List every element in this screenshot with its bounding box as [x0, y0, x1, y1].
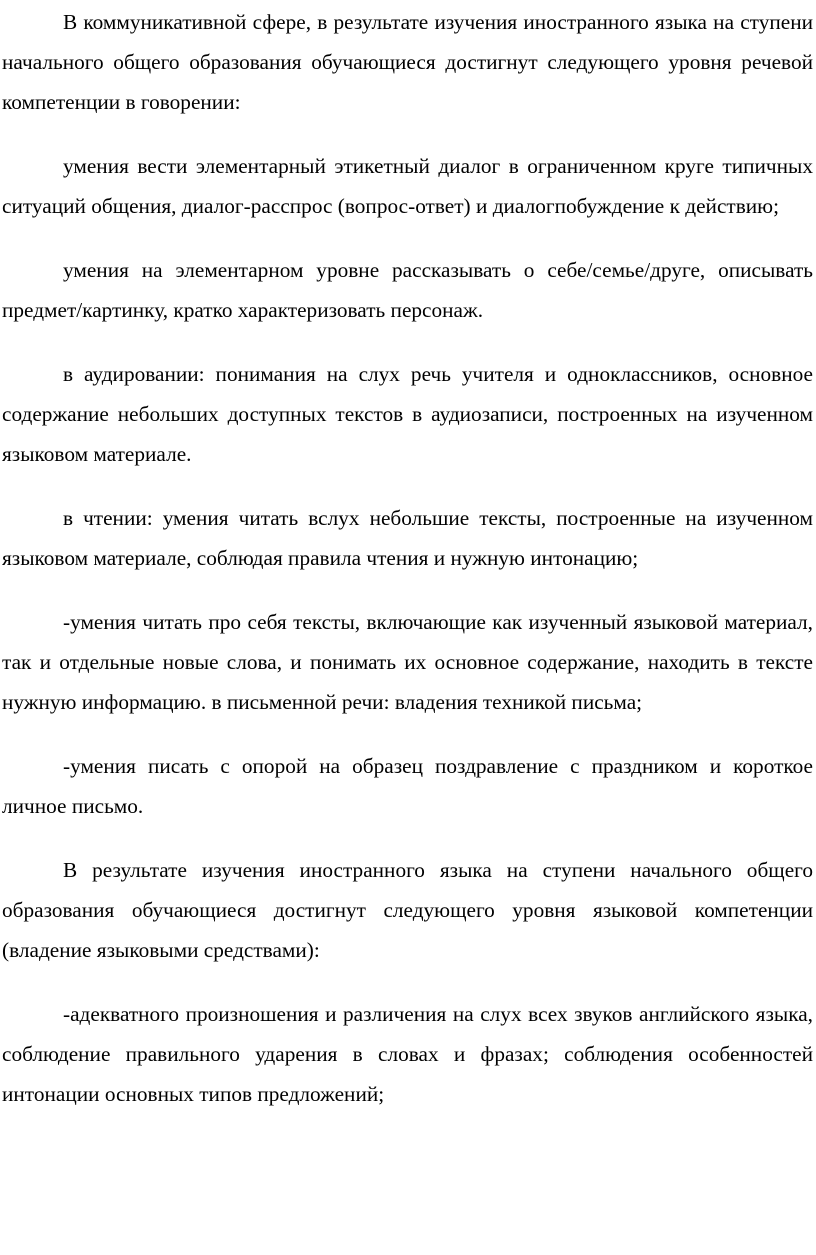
paragraph-writing: -умения писать с опорой на образец поздравление с праздником и короткое личное письмо.: [2, 754, 813, 818]
paragraph-pronunciation: -адекватного произношения и различения на слух всех звуков английского языка, соблюдение правильного ударения в словах и фразах; соблюдения особенностей интонации основных типов предложений;: [2, 1002, 813, 1106]
paragraph-storytelling: умения на элементарном уровне рассказывать о себе/семье/друге, описывать предмет/картинку, кратко характеризовать персонаж.: [2, 258, 813, 322]
paragraph-reading-aloud: в чтении: умения читать вслух небольшие тексты, построенные на изученном языковом материале, соблюдая правила чтения и нужную интонацию;: [2, 506, 813, 570]
paragraph-silent-reading: -умения читать про себя тексты, включающие как изученный языковой материал, так и отдельные новые слова, и понимать их основное содержание, находить в тексте нужную информацию. в письменной речи: владения техникой письма;: [2, 610, 813, 714]
paragraph-language-competence: В результате изучения иностранного языка на ступени начального общего образования обучающиеся достигнут следующего уровня языковой компетенции (владение языковыми средствами):: [2, 858, 813, 962]
paragraph-communicative-sphere: В коммуникативной сфере, в результате изучения иностранного языка на ступени начального общего образования обучающиеся достигнут следующего уровня речевой компетенции в говорении:: [2, 10, 813, 114]
paragraph-listening: в аудировании: понимания на слух речь учителя и одноклассников, основное содержание небольших доступных текстов в аудиозаписи, построенных на изученном языковом материале.: [2, 362, 813, 466]
paragraph-etiquette-dialogue: умения вести элементарный этикетный диалог в ограниченном круге типичных ситуаций общения, диалог-расспрос (вопрос-ответ) и диалогпобуждение к действию;: [2, 154, 813, 218]
